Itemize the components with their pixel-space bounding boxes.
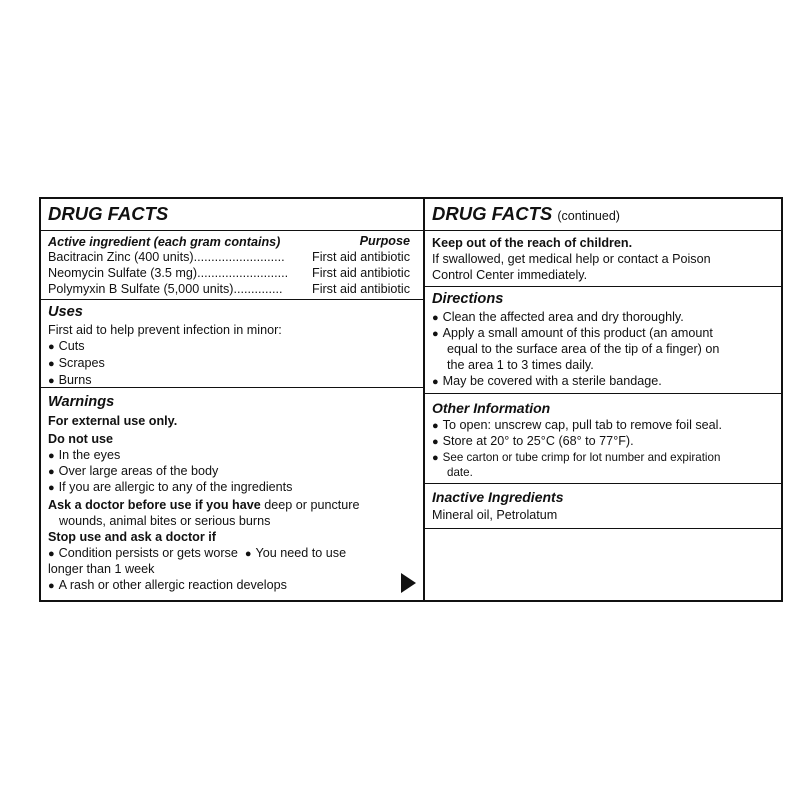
warnings-section — [41, 387, 423, 600]
other-info-item-cont: date. — [447, 466, 473, 479]
stop-use-line3: ● A rash or other allergic reaction develops — [48, 577, 287, 594]
warning-item: ● In the eyes — [48, 447, 120, 464]
purpose-heading: Purpose — [359, 234, 410, 248]
directions-item: ● Clean the affected area and dry thoroughly. — [432, 309, 684, 326]
ingredient-row: Neomycin Sulfate (3.5 mg) .......................... First aid antibiotic — [48, 266, 410, 280]
uses-heading: Uses — [48, 304, 83, 320]
other-information-section — [425, 393, 781, 483]
uses-item: ● Cuts — [48, 338, 85, 355]
uses-intro: First aid to help prevent infection in minor: — [48, 323, 282, 337]
directions-item-cont: the area 1 to 3 times daily. — [447, 358, 594, 372]
drug-facts-title: DRUG FACTS — [48, 203, 169, 224]
ingredient-row: Polymyxin B Sulfate (5,000 units) .............. First aid antibiotic — [48, 282, 410, 296]
active-ingredient-section — [41, 231, 423, 299]
right-column — [425, 199, 781, 600]
warning-item: ● If you are allergic to any of the ingredients — [48, 479, 292, 496]
warning-item: ● Over large areas of the body — [48, 463, 218, 480]
other-info-item: ● To open: unscrew cap, pull tab to remove foil seal. — [432, 417, 722, 434]
directions-heading: Directions — [432, 291, 504, 307]
stop-use-heading: Stop use and ask a doctor if — [48, 530, 216, 544]
directions-section — [425, 286, 781, 393]
directions-item-cont: equal to the surface area of the tip of a finger) on — [447, 342, 720, 356]
keep-out-line1: If swallowed, get medical help or contact a Poison — [432, 252, 711, 266]
ingredient-row: Bacitracin Zinc (400 units) .......................... First aid antibiotic — [48, 250, 410, 264]
keep-out-line2: Control Center immediately. — [432, 268, 588, 282]
ask-doctor-line2: wounds, animal bites or serious burns — [59, 514, 271, 528]
ask-doctor-line: Ask a doctor before use if you have deep or puncture — [48, 498, 360, 512]
continue-arrow-icon — [401, 573, 416, 593]
directions-item: ● May be covered with a sterile bandage. — [432, 373, 662, 390]
drug-facts-continued-title: DRUG FACTS (continued) — [432, 203, 620, 224]
stop-use-line1: ● Condition persists or gets worse ● You need to use — [48, 545, 346, 562]
left-header — [41, 199, 423, 231]
left-column — [41, 199, 423, 600]
other-info-item: ● Store at 20° to 25°C (68° to 77°F). — [432, 433, 634, 450]
stop-use-line2: longer than 1 week — [48, 562, 155, 576]
directions-item: ● Apply a small amount of this product (an amount — [432, 325, 713, 342]
other-info-item: ● See carton or tube crimp for lot number and expiration — [432, 450, 720, 466]
do-not-use-heading: Do not use — [48, 432, 114, 446]
keep-out-section — [425, 231, 781, 285]
right-header — [425, 199, 781, 231]
inactive-ingredients-text: Mineral oil, Petrolatum — [432, 508, 558, 522]
warnings-heading: Warnings — [48, 394, 115, 410]
keep-out-heading: Keep out of the reach of children. — [432, 236, 633, 250]
other-information-heading: Other Information — [432, 400, 551, 416]
empty-section — [425, 528, 781, 600]
drug-facts-panel — [39, 197, 783, 602]
active-ingredient-heading: Active ingredient (each gram contains) — [48, 235, 281, 249]
uses-item: ● Scrapes — [48, 355, 105, 372]
external-use-text: For external use only. — [48, 414, 178, 428]
inactive-ingredients-section — [425, 483, 781, 528]
uses-section — [41, 299, 423, 387]
uses-item: ● Burns — [48, 372, 92, 389]
inactive-ingredients-heading: Inactive Ingredients — [432, 489, 564, 505]
